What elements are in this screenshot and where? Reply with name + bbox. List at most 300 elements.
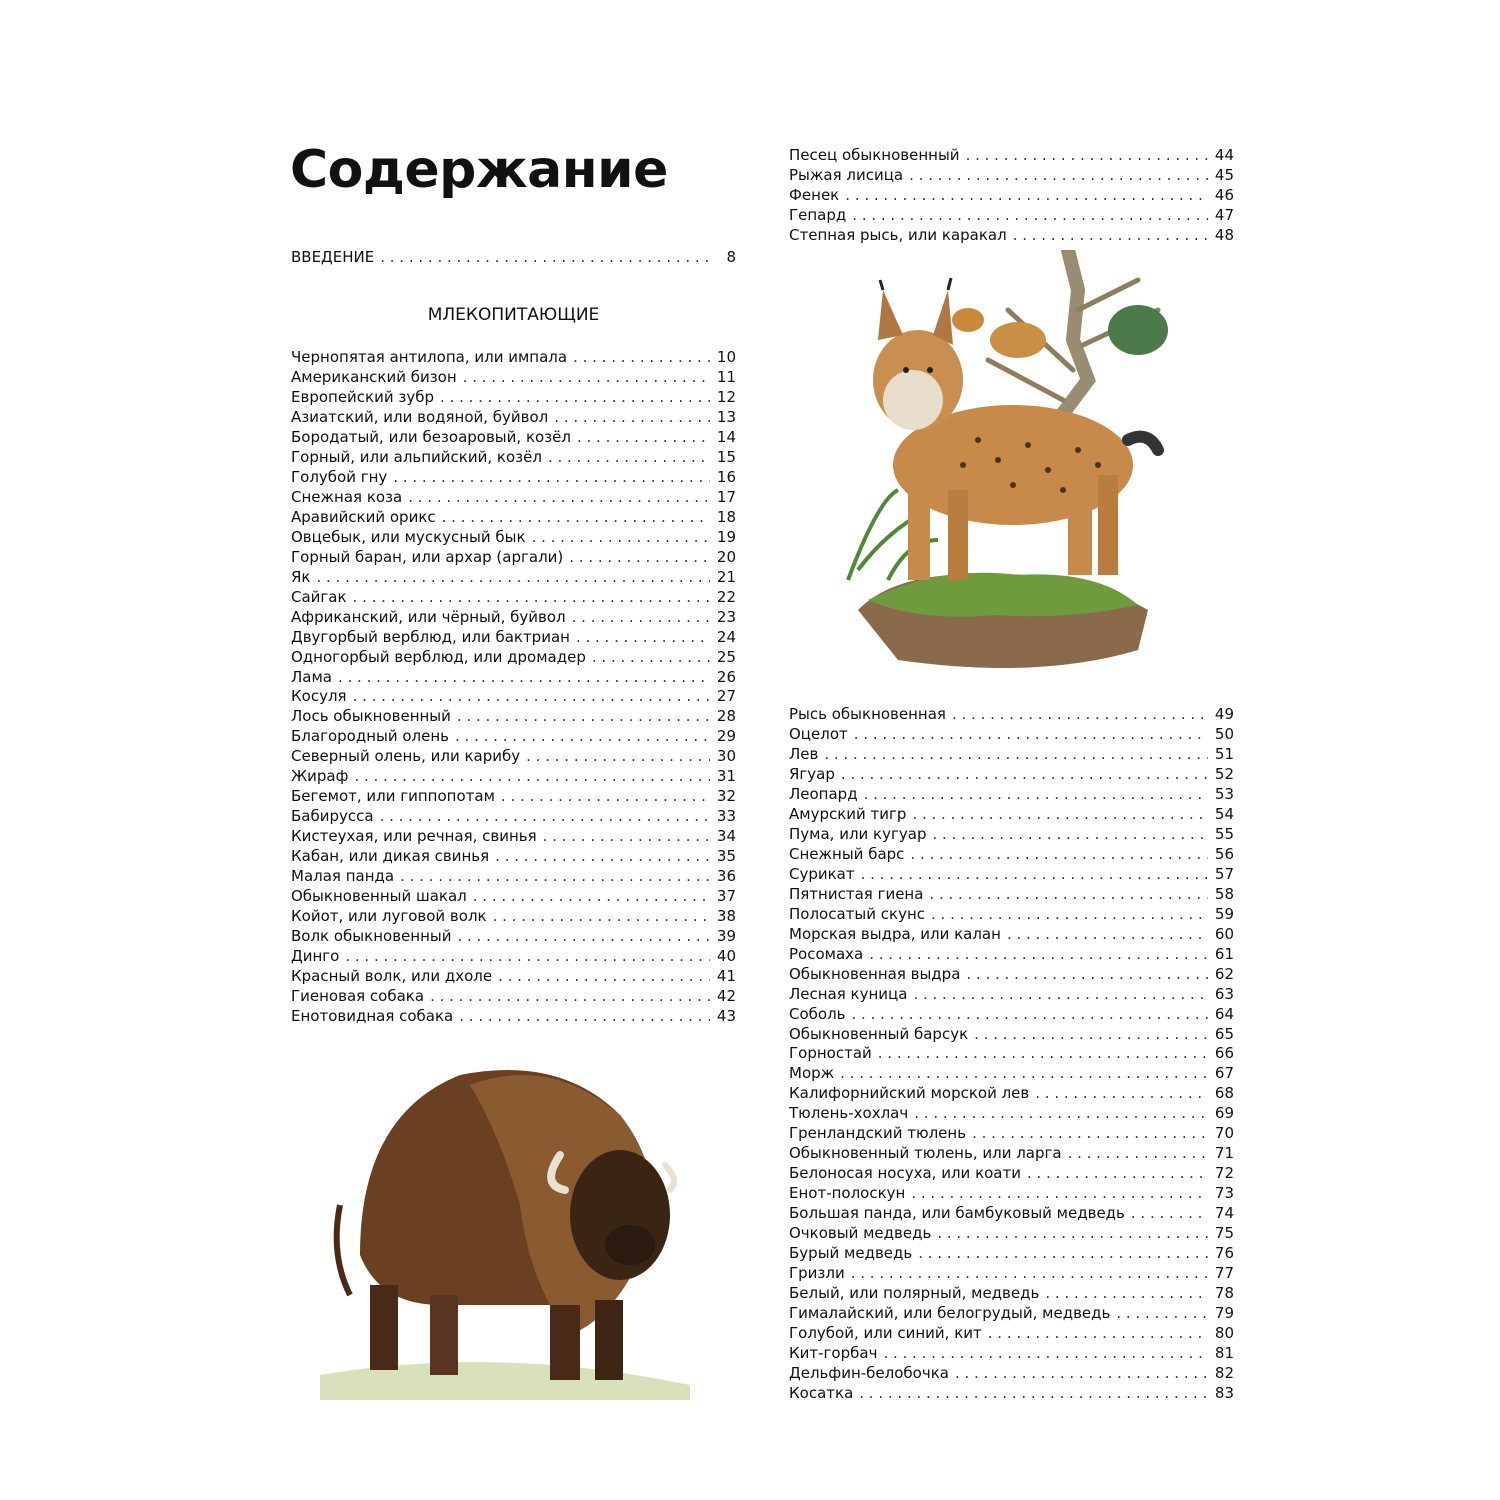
toc-entry-page: 36 xyxy=(716,867,736,886)
toc-entry-title: Снежный барс xyxy=(789,844,905,863)
dot-leader xyxy=(353,686,710,706)
dot-leader xyxy=(457,926,710,946)
toc-entry-page: 13 xyxy=(716,407,736,426)
toc-entry[interactable] xyxy=(291,567,736,587)
toc-entry-title: Американский бизон xyxy=(291,367,457,386)
toc-entry-title: Степная рысь, или каракал xyxy=(789,226,1007,244)
toc-entry-page: 23 xyxy=(716,607,736,626)
toc-entry-title: Лось обыкновенный xyxy=(291,707,451,726)
toc-entry[interactable] xyxy=(789,824,1234,844)
dot-leader xyxy=(380,247,710,267)
toc-entry-title: Лама xyxy=(291,667,332,686)
page-title: Содержание xyxy=(290,140,668,200)
toc-entry[interactable] xyxy=(789,1383,1234,1403)
toc-entry-page: 25 xyxy=(716,647,736,666)
toc-entry-page: 10 xyxy=(716,348,736,366)
toc-entry[interactable] xyxy=(789,1323,1234,1343)
toc-entry-title: ВВЕДЕНИЕ xyxy=(291,248,375,266)
toc-entry[interactable] xyxy=(291,407,736,427)
toc-entry-title: Ягуар xyxy=(789,764,835,783)
dot-leader xyxy=(1068,1143,1208,1163)
dot-leader xyxy=(852,205,1208,225)
toc-entry-page: 72 xyxy=(1214,1164,1234,1183)
toc-entry[interactable] xyxy=(789,944,1234,964)
toc-entry-title: Кабан, или дикая свинья xyxy=(291,847,490,866)
toc-entry-title: Рысь обыкновенная xyxy=(789,705,946,723)
toc-entry-page: 63 xyxy=(1214,984,1234,1003)
toc-entry-title: Бабирусса xyxy=(291,807,374,826)
toc-entry[interactable] xyxy=(291,726,736,746)
section-heading: МЛЕКОПИТАЮЩИЕ xyxy=(427,305,600,325)
toc-entry-title: Гиеновая собака xyxy=(291,987,425,1006)
toc-entry[interactable] xyxy=(291,467,736,487)
dot-leader xyxy=(455,726,710,746)
toc-entry-page: 40 xyxy=(716,947,736,966)
toc-entry-title: Лев xyxy=(789,744,819,763)
toc-entry[interactable] xyxy=(789,884,1234,904)
toc-entry-page: 70 xyxy=(1214,1124,1234,1143)
dot-leader xyxy=(532,527,710,547)
dot-leader xyxy=(918,1243,1208,1263)
toc-entry-page: 37 xyxy=(716,887,736,906)
toc-entry[interactable] xyxy=(789,984,1234,1004)
toc-entry-page: 75 xyxy=(1214,1224,1234,1243)
toc-entry-title: Аравийский орикс xyxy=(291,507,436,526)
toc-entry[interactable] xyxy=(789,145,1234,165)
lynx-illustration xyxy=(838,250,1188,685)
toc-entry-title: Росомаха xyxy=(789,944,864,963)
dot-leader xyxy=(852,1004,1208,1024)
dot-leader xyxy=(495,846,710,866)
toc-entry-page: 82 xyxy=(1214,1364,1234,1382)
toc-entry-page: 22 xyxy=(716,587,736,606)
dot-leader xyxy=(955,1363,1208,1383)
dot-leader xyxy=(1027,1163,1208,1183)
toc-entry-title: Тюлень-хохлач xyxy=(789,1104,909,1123)
toc-entry-page: 51 xyxy=(1214,744,1234,763)
dot-leader xyxy=(937,1223,1208,1243)
toc-entry[interactable] xyxy=(291,1006,736,1026)
toc-entry-page: 33 xyxy=(716,807,736,826)
toc-entry[interactable] xyxy=(291,387,736,407)
dot-leader xyxy=(1013,225,1208,245)
toc-entry[interactable] xyxy=(789,1123,1234,1143)
toc-entry[interactable] xyxy=(789,864,1234,884)
toc-entry-page: 56 xyxy=(1214,844,1234,863)
toc-entry-page: 14 xyxy=(716,427,736,446)
toc-entry-page: 52 xyxy=(1214,764,1234,783)
toc-entry-page: 64 xyxy=(1214,1004,1234,1023)
toc-entry[interactable] xyxy=(789,744,1234,764)
toc-entry-title: Пума, или кугуар xyxy=(789,824,927,843)
toc-entry-title: Лесная куница xyxy=(789,984,908,1003)
toc-entry-title: Морж xyxy=(789,1064,835,1083)
toc-entry[interactable] xyxy=(789,1363,1234,1383)
dot-leader xyxy=(1116,1303,1208,1323)
toc-entry[interactable] xyxy=(789,1343,1234,1363)
toc-entry-page: 53 xyxy=(1214,784,1234,803)
toc-entry[interactable] xyxy=(789,764,1234,784)
toc-entry-page: 74 xyxy=(1214,1204,1234,1223)
toc-entry-page: 38 xyxy=(716,907,736,926)
toc-entry-page: 80 xyxy=(1214,1324,1234,1343)
toc-entry-title: Сайгак xyxy=(291,587,347,606)
toc-entry[interactable] xyxy=(789,165,1234,185)
toc-entry-page: 49 xyxy=(1214,705,1234,723)
toc-entry-title: Фенек xyxy=(789,186,840,204)
toc-entry[interactable] xyxy=(291,607,736,627)
toc-entry-title: Горный, или альпийский, козёл xyxy=(291,447,542,466)
dot-leader xyxy=(974,1024,1208,1044)
dot-leader xyxy=(932,824,1208,844)
toc-entry-title: Бородатый, или безоаровый, козёл xyxy=(291,427,571,446)
toc-entry[interactable] xyxy=(291,367,736,387)
toc-entry[interactable] xyxy=(789,1283,1234,1303)
toc-entry-title: Жираф xyxy=(291,767,349,786)
dot-leader xyxy=(910,844,1208,864)
toc-entry[interactable] xyxy=(789,1024,1234,1044)
toc-entry-title: Дельфин-белобочка xyxy=(789,1364,949,1382)
toc-entry-title: Голубой гну xyxy=(291,467,388,486)
dot-leader xyxy=(572,607,710,627)
dot-leader xyxy=(576,627,710,647)
toc-entry[interactable] xyxy=(789,1063,1234,1083)
dot-leader xyxy=(1131,1203,1208,1223)
toc-entry[interactable] xyxy=(291,427,736,447)
toc-entry-title: Оцелот xyxy=(789,724,848,743)
dot-leader xyxy=(909,165,1208,185)
toc-entry[interactable] xyxy=(291,846,736,866)
toc-entry-page: 58 xyxy=(1214,884,1234,903)
toc-entry[interactable] xyxy=(291,786,736,806)
toc-entry-page: 77 xyxy=(1214,1264,1234,1283)
toc-entry-page: 46 xyxy=(1214,186,1234,204)
toc-entry[interactable] xyxy=(291,986,736,1006)
dot-leader xyxy=(912,804,1208,824)
toc-entry-title: Леопард xyxy=(789,784,858,803)
toc-entry-title: Европейский зубр xyxy=(291,387,434,406)
dot-leader xyxy=(526,746,710,766)
dot-leader xyxy=(966,964,1208,984)
toc-entry-title: Морская выдра, или калан xyxy=(789,924,1001,943)
dot-leader xyxy=(1035,1083,1208,1103)
toc-entry-title: Белоносая носуха, или коати xyxy=(789,1164,1021,1183)
toc-entry-page: 61 xyxy=(1214,944,1234,963)
dot-leader xyxy=(473,886,710,906)
toc-entry-title: Песец обыкновенный xyxy=(789,146,960,164)
toc-entry-title: Чернопятая антилопа, или импала xyxy=(291,348,568,366)
toc-entry-page: 50 xyxy=(1214,724,1234,743)
toc-entry-title: Очковый медведь xyxy=(789,1224,932,1243)
toc-entry-page: 62 xyxy=(1214,964,1234,983)
toc-entry[interactable] xyxy=(291,527,736,547)
toc-entry-title: Двугорбый верблюд, или бактриан xyxy=(291,627,570,646)
dot-leader xyxy=(380,806,710,826)
toc-entry-title: Благородный олень xyxy=(291,727,450,746)
dot-leader xyxy=(592,647,710,667)
toc-entry[interactable] xyxy=(291,647,736,667)
toc-entry-title: Снежная коза xyxy=(291,487,403,506)
dot-leader xyxy=(988,1323,1208,1343)
toc-entry-page: 59 xyxy=(1214,904,1234,923)
toc-entry[interactable] xyxy=(291,507,736,527)
toc-entry-page: 83 xyxy=(1214,1383,1234,1402)
toc-entry-title: Рыжая лисица xyxy=(789,166,904,184)
toc-entry-page: 26 xyxy=(716,667,736,686)
toc-entry[interactable] xyxy=(291,667,736,687)
toc-entry-page: 79 xyxy=(1214,1304,1234,1323)
toc-entry[interactable] xyxy=(789,924,1234,944)
toc-entry[interactable] xyxy=(789,964,1234,984)
toc-entry-title: Горностай xyxy=(789,1044,872,1063)
dot-leader xyxy=(493,906,710,926)
toc-entry-title: Голубой, или синий, кит xyxy=(789,1324,982,1343)
toc-entry-title: Койот, или луговой волк xyxy=(291,907,487,926)
toc-entry[interactable] xyxy=(789,205,1234,225)
toc-entry-title: Малая панда xyxy=(291,867,395,886)
toc-entry-page: 20 xyxy=(716,547,736,566)
toc-entry-page: 17 xyxy=(716,487,736,506)
dot-leader xyxy=(913,984,1208,1004)
toc-entry-page: 78 xyxy=(1214,1284,1234,1303)
toc-entry-page: 73 xyxy=(1214,1184,1234,1203)
toc-entry-page: 27 xyxy=(716,687,736,706)
dot-leader xyxy=(1007,924,1208,944)
bison-illustration xyxy=(320,1055,690,1400)
toc-entry[interactable] xyxy=(789,704,1234,724)
dot-leader xyxy=(845,185,1208,205)
toc-entry[interactable] xyxy=(291,806,736,826)
dot-leader xyxy=(851,1263,1208,1283)
dot-leader xyxy=(408,487,710,507)
dot-leader xyxy=(457,706,710,726)
toc-entry-title: Обыкновенный барсук xyxy=(789,1024,969,1043)
toc-entry-page: 69 xyxy=(1214,1104,1234,1123)
toc-entry-title: Амурский тигр xyxy=(789,804,907,823)
dot-leader xyxy=(463,367,710,387)
toc-entry[interactable] xyxy=(291,447,736,467)
toc-entry-title: Як xyxy=(291,567,311,586)
toc-entry-page: 45 xyxy=(1214,166,1234,184)
toc-entry-title: Пятнистая гиена xyxy=(789,884,924,903)
dot-leader xyxy=(577,427,710,447)
toc-entry[interactable] xyxy=(291,746,736,766)
toc-entry-title: Гималайский, или белогрудый, медведь xyxy=(789,1304,1111,1323)
toc-entry-page: 42 xyxy=(716,987,736,1006)
toc-entry-title: Косатка xyxy=(789,1383,854,1402)
toc-entry[interactable] xyxy=(789,1043,1234,1063)
toc-entry-page: 18 xyxy=(716,507,736,526)
toc-entry-page: 54 xyxy=(1214,804,1234,823)
toc-entry[interactable] xyxy=(789,185,1234,205)
toc-entry-page: 8 xyxy=(726,248,736,266)
toc-entry-title: Енотовидная собака xyxy=(291,1007,454,1025)
dot-leader xyxy=(864,784,1208,804)
toc-entry[interactable] xyxy=(291,886,736,906)
dot-leader xyxy=(498,966,710,986)
dot-leader xyxy=(972,1123,1208,1143)
toc-entry[interactable] xyxy=(291,866,736,886)
toc-entry[interactable] xyxy=(291,347,736,367)
toc-entry-title: Кистеухая, или речная, свинья xyxy=(291,827,537,846)
toc-entry[interactable] xyxy=(789,225,1234,245)
toc-entry-page: 81 xyxy=(1214,1344,1234,1363)
toc-entry[interactable] xyxy=(291,826,736,846)
toc-entry[interactable] xyxy=(789,1223,1234,1243)
toc-entry[interactable] xyxy=(789,844,1234,864)
toc-entry-page: 44 xyxy=(1214,146,1234,164)
toc-entry[interactable] xyxy=(291,686,736,706)
dot-leader xyxy=(883,1343,1208,1363)
toc-entry[interactable] xyxy=(789,1263,1234,1283)
toc-entry-page: 15 xyxy=(716,447,736,466)
toc-entry-title: Обыкновенная выдра xyxy=(789,964,961,983)
toc-entry[interactable] xyxy=(291,766,736,786)
dot-leader xyxy=(824,744,1208,764)
toc-entry-page: 41 xyxy=(716,967,736,986)
toc-entry[interactable] xyxy=(291,906,736,926)
toc-entry-title: Енот-полоскун xyxy=(789,1184,906,1203)
toc-entry-title: Бурый медведь xyxy=(789,1244,913,1263)
toc-entry[interactable] xyxy=(789,1163,1234,1183)
toc-entry-title: Соболь xyxy=(789,1004,846,1023)
toc-entry-title: Красный волк, или дхоле xyxy=(291,967,493,986)
dot-leader xyxy=(548,447,710,467)
toc-entry-page: 21 xyxy=(716,567,736,586)
toc-entry-page: 67 xyxy=(1214,1064,1234,1083)
toc-entry-title: Овцебык, или мускусный бык xyxy=(291,527,526,546)
toc-entry-page: 66 xyxy=(1214,1044,1234,1063)
toc-entry-page: 60 xyxy=(1214,924,1234,943)
toc-entry[interactable] xyxy=(291,966,736,986)
toc-entry-title: Полосатый скунс xyxy=(789,904,925,923)
dot-leader xyxy=(569,547,710,567)
toc-entry-title: Бегемот, или гиппопотам xyxy=(291,787,495,806)
toc-entry[interactable] xyxy=(789,1004,1234,1024)
toc-entry-title: Волк обыкновенный xyxy=(291,927,452,946)
toc-entry-title: Динго xyxy=(291,947,340,966)
dot-leader xyxy=(440,387,710,407)
toc-entry[interactable] xyxy=(789,1303,1234,1323)
toc-entry-title: Сурикат xyxy=(789,864,855,883)
toc-entry-title: Большая панда, или бамбуковый медведь xyxy=(789,1204,1125,1223)
toc-entry-title: Обыкновенный тюлень, или ларга xyxy=(789,1144,1062,1163)
dot-leader xyxy=(914,1103,1208,1123)
toc-entry-page: 71 xyxy=(1214,1144,1234,1163)
toc-entry-page: 68 xyxy=(1214,1084,1234,1103)
dot-leader xyxy=(840,1063,1208,1083)
toc-entry[interactable] xyxy=(789,1183,1234,1203)
toc-entry-page: 76 xyxy=(1214,1244,1234,1263)
toc-entry[interactable] xyxy=(789,1103,1234,1123)
toc-entry-title: Калифорнийский морской лев xyxy=(789,1084,1030,1103)
toc-entry-page: 47 xyxy=(1214,206,1234,224)
toc-entry-page: 28 xyxy=(716,707,736,726)
toc-entry[interactable] xyxy=(789,1143,1234,1163)
toc-entry-title: Белый, или полярный, медведь xyxy=(789,1284,1040,1303)
toc-entry-title: Азиатский, или водяной, буйвол xyxy=(291,407,549,426)
dot-leader xyxy=(859,1383,1208,1403)
dot-leader xyxy=(338,667,710,687)
dot-leader xyxy=(1045,1283,1208,1303)
dot-leader xyxy=(929,884,1208,904)
toc-entry-page: 16 xyxy=(716,467,736,486)
toc-entry-page: 19 xyxy=(716,527,736,546)
toc-entry-page: 31 xyxy=(716,767,736,786)
dot-leader xyxy=(841,764,1208,784)
toc-entry-title: Обыкновенный шакал xyxy=(291,887,467,906)
toc-entry[interactable] xyxy=(789,784,1234,804)
dot-leader xyxy=(878,1043,1208,1063)
toc-entry-page: 39 xyxy=(716,927,736,946)
toc-entry-page: 48 xyxy=(1214,226,1234,244)
toc-entry-page: 43 xyxy=(716,1007,736,1025)
toc-entry[interactable] xyxy=(789,1083,1234,1103)
toc-entry-title: Африканский, или чёрный, буйвол xyxy=(291,607,566,626)
toc-entry-title: Горный баран, или архар (аргали) xyxy=(291,547,564,566)
toc-entry[interactable] xyxy=(789,724,1234,744)
toc-entry[interactable] xyxy=(291,587,736,607)
toc-entry-page: 55 xyxy=(1214,824,1234,843)
dot-leader xyxy=(543,826,710,846)
toc-entry[interactable] xyxy=(291,946,736,966)
dot-leader xyxy=(430,986,710,1006)
toc-entry[interactable] xyxy=(291,926,736,946)
toc-entry[interactable] xyxy=(789,1243,1234,1263)
toc-entry[interactable] xyxy=(789,1203,1234,1223)
toc-entry[interactable] xyxy=(789,804,1234,824)
dot-leader xyxy=(869,944,1208,964)
toc-entry-title: Гризли xyxy=(789,1264,845,1283)
dot-leader xyxy=(400,866,710,886)
toc-entry-page: 35 xyxy=(716,847,736,866)
toc-entry[interactable] xyxy=(291,547,736,567)
toc-entry[interactable] xyxy=(291,487,736,507)
toc-entry-page: 34 xyxy=(716,827,736,846)
toc-entry[interactable] xyxy=(789,904,1234,924)
dot-leader xyxy=(393,467,710,487)
toc-entry-intro[interactable] xyxy=(291,247,736,267)
toc-entry-page: 30 xyxy=(716,747,736,766)
dot-leader xyxy=(354,766,710,786)
toc-entry-page: 12 xyxy=(716,387,736,406)
toc-entry-page: 32 xyxy=(716,787,736,806)
toc-entry-title: Гренландский тюлень xyxy=(789,1124,967,1143)
toc-entry-page: 11 xyxy=(716,367,736,386)
toc-entry-title: Северный олень, или карибу xyxy=(291,747,521,766)
toc-entry-page: 57 xyxy=(1214,864,1234,883)
dot-leader xyxy=(459,1006,710,1026)
toc-entry-title: Гепард xyxy=(789,206,847,224)
dot-leader xyxy=(345,946,710,966)
dot-leader xyxy=(854,724,1208,744)
toc-entry-page: 24 xyxy=(716,627,736,646)
dot-leader xyxy=(442,507,710,527)
dot-leader xyxy=(952,704,1208,724)
toc-entry-page: 65 xyxy=(1214,1024,1234,1043)
dot-leader xyxy=(554,407,710,427)
toc-entry[interactable] xyxy=(291,706,736,726)
dot-leader xyxy=(501,786,710,806)
toc-entry-page: 29 xyxy=(716,727,736,746)
toc-entry[interactable] xyxy=(291,627,736,647)
dot-leader xyxy=(353,587,710,607)
toc-entry-title: Кит-горбач xyxy=(789,1344,878,1363)
dot-leader xyxy=(316,567,710,587)
dot-leader xyxy=(966,145,1208,165)
dot-leader xyxy=(911,1183,1208,1203)
dot-leader xyxy=(931,904,1208,924)
